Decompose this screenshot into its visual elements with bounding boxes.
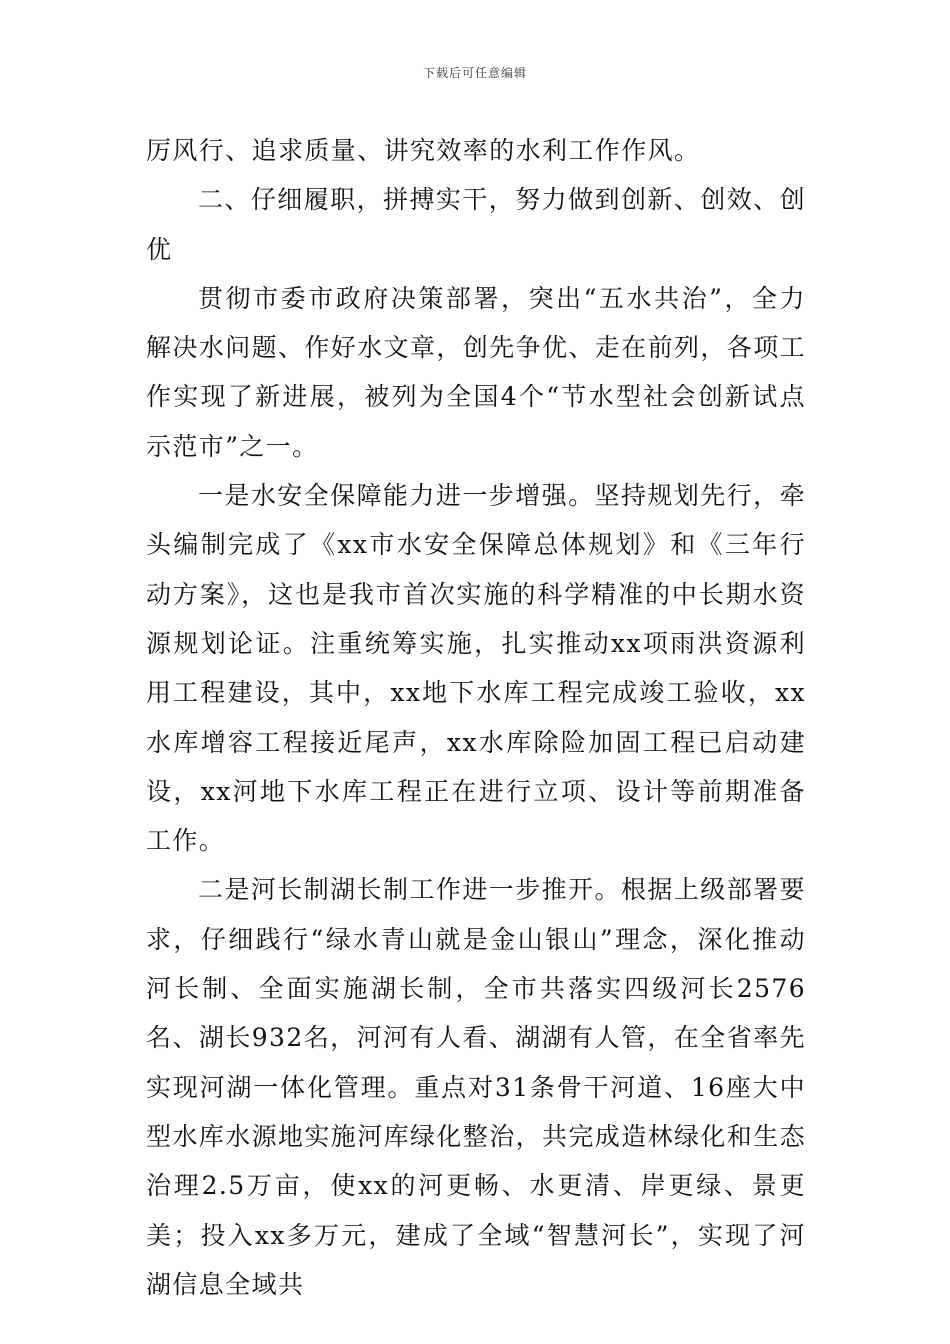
paragraph-river-chief: 二是河长制湖长制工作进一步推开。根据上级部署要求，仔细践行“绿水青山就是金山银山”理念，深化推动河长制、全面实施湖长制，全市共落实四级河长2576名、湖长932名，河河有人看、湖湖有人管，在全省率先实现河湖一体化管理。重点对31条骨干河道、16座大中型水库水源地实施河库绿化整治，共完成造林绿化和生态治理2.5万亩，使xx的河更畅、水更清、岸更绿、景更美；投入xx多万元，建成了全域“智慧河长”，实现了河湖信息全域共 — [146, 875, 807, 1299]
paragraph-water-security: 一是水安全保障能力进一步增强。坚持规划先行，牵头编制完成了《xx市水安全保障总体规划》和《三年行动方案》，这也是我市首次实施的科学精准的中长期水资源规划论证。注重统筹实施，扎实推动xx项雨洪资源利用工程建设，其中，xx地下水库工程完成竣工验收，xx水库增容工程接近尾声，xx水库除险加固工程已启动建设，xx河地下水库工程正在进行立项、设计等前期准备工作。 — [146, 481, 806, 856]
paragraph-intro: 贯彻市委市政府决策部署，突出“五水共治”，全力解决水问题、作好水文章，创先争优、走在前列，各项工作实现了新进展，被列为全国4个“节水型社会创新试点示范市”之一。 — [146, 283, 807, 461]
document-body — [146, 126, 806, 1309]
section-heading: 二、仔细履职，拼搏实干，努力做到创新、创效、创优 — [146, 185, 806, 264]
paragraph-continuation: 厉风行、追求质量、讲究效率的水利工作作风。 — [146, 136, 701, 165]
page-header: 下载后可任意编辑 — [422, 66, 527, 80]
